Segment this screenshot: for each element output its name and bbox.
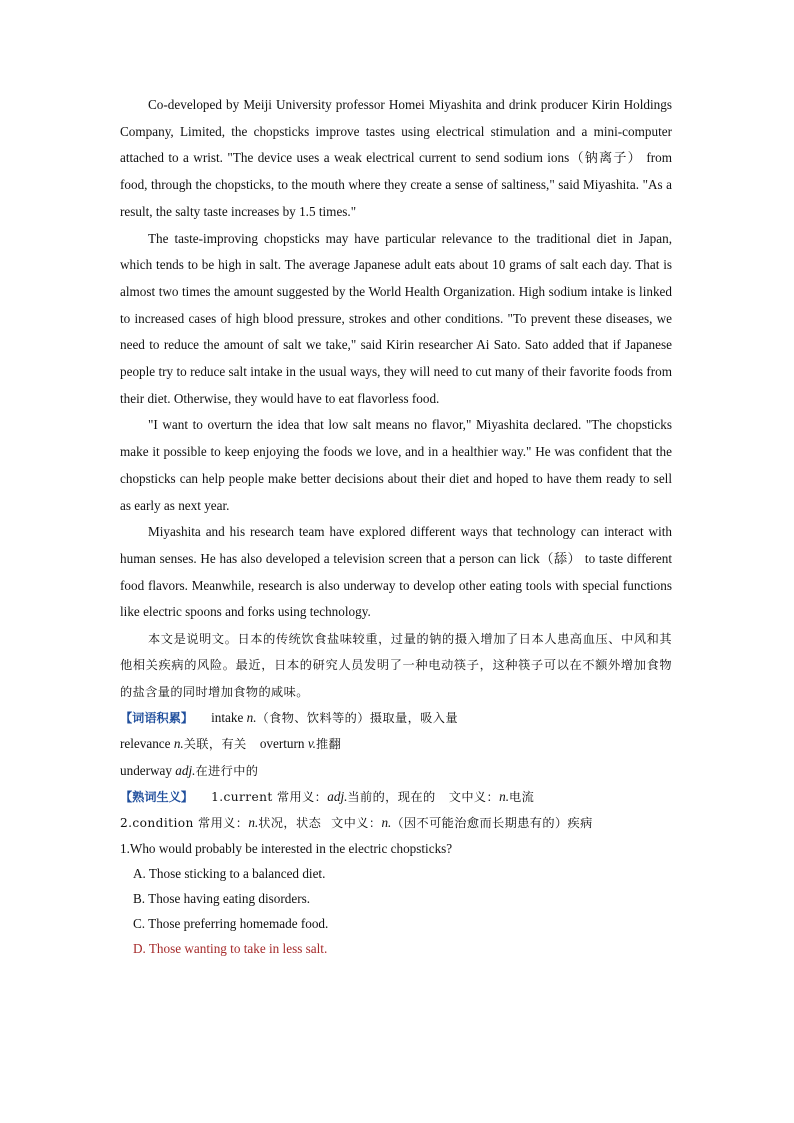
vocab-tag: 【词语积累】 — [120, 710, 194, 725]
vocab-pos: n. — [173, 736, 184, 752]
question-stem: 1.Who would probably be interested in the electric chopsticks? — [120, 841, 453, 857]
vocab-word-relevance: relevance — [120, 736, 171, 752]
polysemy-mid: 文中义： — [448, 789, 500, 804]
vocab-def: 在进行中的 — [195, 763, 259, 778]
polysemy-pos: n. — [499, 788, 509, 804]
vocabulary-section — [120, 705, 672, 784]
polysemy-def: 当前的，现在的 — [347, 789, 436, 804]
polysemy-pos: n. — [248, 815, 259, 831]
option-a: A. Those sticking to a balanced diet. — [133, 866, 326, 882]
vocab-line-1 — [120, 705, 672, 731]
vocab-pos: v. — [307, 736, 316, 752]
polysemy-tag: 【熟词生义】 — [120, 789, 194, 804]
vocab-word-intake: intake — [211, 709, 244, 725]
polysemy-def: （因不可能治愈而长期患有的）疾病 — [391, 816, 593, 831]
vocab-def: 关联，有关 — [183, 737, 247, 752]
passage-paragraph-4: Miyashita and his research team have explored different ways that technology can interact with human senses. He has also developed a television screen that a person can lick（舔） to taste different food flavors. Meanwhile, research is also underway to develop other eating tools with special functions like electric spoons and forks using technology. — [120, 524, 672, 620]
option-c: C. Those preferring homemade food. — [133, 916, 329, 932]
passage-paragraph-2: The taste-improving chopsticks may have particular relevance to the traditional diet in Japan, which tends to be high in salt. The average Japanese adult eats about 10 grams of salt each day. That is almost two times the amount suggested by the World Health Organization. High sodium intake is linked to increased cases of high blood pressure, strokes and other conditions. "To prevent these diseases, we need to reduce the amount of salt we take," said Kirin researcher Ai Sato. Sato added that if Japanese people try to reduce salt intake in the usual ways, they will need to cut many of their favorite foods from their diet. Otherwise, they would have to eat flavorless food. — [120, 230, 672, 406]
vocab-word-overturn: overturn — [259, 736, 305, 752]
passage-paragraph-3: "I want to overturn the idea that low salt means no flavor," Miyashita declared. "The chopsticks make it possible to keep enjoying the foods we love, and in a healthier way." He was confident that the chopsticks can help people make better decisions about their diet and hoped to have them ready to sell as early as next year. — [120, 417, 672, 513]
passage-paragraph-1: Co-developed by Meiji University professor Homei Miyashita and drink producer Kirin Holdings Company, Limited, the chopsticks improve tastes using electrical stimulation and a mini-computer attached to a wrist. "The device uses a weak electrical current to send sodium ions（钠离子） from food, through the chopsticks, to the mouth where they create a sense of saltiness," said Miyashita. "As a result, the salty taste increases by 1.5 times." — [120, 97, 672, 219]
polysemy-line-1 — [120, 784, 672, 810]
polysemy-def: 状况，状态 — [258, 816, 322, 831]
polysemy-section — [120, 784, 672, 837]
vocab-pos: n. — [246, 709, 257, 725]
polysemy-line-2 — [120, 810, 672, 836]
polysemy-item-prefix: 1.current 常用义： — [211, 789, 328, 804]
option-d-answer: D. Those wanting to take in less salt. — [133, 940, 328, 956]
vocab-line-2 — [120, 731, 672, 757]
polysemy-item-prefix: 2.condition 常用义： — [120, 816, 249, 831]
vocab-word-underway: underway — [120, 762, 172, 778]
vocab-pos: adj. — [175, 762, 196, 778]
question-section — [120, 836, 672, 961]
polysemy-def: 电流 — [508, 789, 535, 804]
polysemy-pos: adj. — [327, 788, 348, 804]
vocab-def: （食物、饮料等的）摄取量，吸入量 — [256, 710, 458, 725]
summary-paragraph: 本文是说明文。日本的传统饮食盐味较重，过量的钠的摄入增加了日本人患高血压、中风和其他相关疾病的风险。最近，日本的研究人员发明了一种电动筷子，这种筷子可以在不额外增加食物的盐含量的同时增加食物的咸味。 — [120, 632, 672, 699]
vocab-def: 推翻 — [315, 737, 342, 752]
polysemy-mid: 文中义： — [331, 816, 382, 831]
polysemy-pos: n. — [381, 815, 392, 831]
vocab-line-3 — [120, 758, 672, 784]
option-b: B. Those having eating disorders. — [133, 891, 311, 907]
document-page — [120, 92, 672, 962]
